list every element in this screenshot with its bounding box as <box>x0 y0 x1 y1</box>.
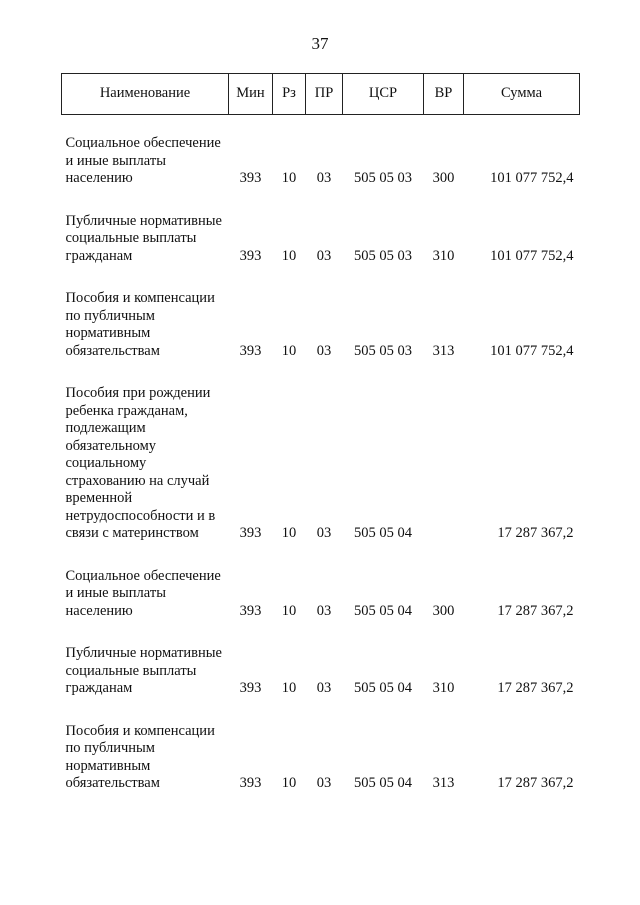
row-min: 393 <box>239 680 262 696</box>
table-row <box>62 645 580 707</box>
row-vr: 313 <box>432 775 455 791</box>
row-sum: 17 287 367,2 <box>497 775 574 791</box>
row-name: Пособия и компенсации по публичным нормативным обязательствам <box>65 722 215 791</box>
row-sum: 17 287 367,2 <box>497 525 574 541</box>
row-csr: 505 05 04 <box>354 775 412 791</box>
row-vr: 300 <box>432 602 455 619</box>
header-pr: ПР <box>306 74 343 115</box>
row-sum: 17 287 367,2 <box>497 680 574 696</box>
table-row <box>62 213 580 275</box>
row-rz: 10 <box>281 775 297 791</box>
row-vr <box>424 385 464 552</box>
row-sum: 101 077 752,4 <box>490 170 574 186</box>
row-csr: 505 05 04 <box>354 525 412 541</box>
row-pr: 03 <box>316 602 332 619</box>
row-name: Пособия при рождении ребенка гражданам, подлежащим обязательному социальному страхованию на случай временной нетрудоспособности и в связи с материнством <box>65 385 216 541</box>
row-vr: 310 <box>432 680 455 696</box>
row-csr: 505 05 03 <box>354 247 412 264</box>
row-csr: 505 05 03 <box>354 170 412 186</box>
row-vr: 300 <box>432 170 455 186</box>
header-name: Наименование <box>62 74 229 115</box>
table-row <box>62 290 580 369</box>
row-sum: 101 077 752,4 <box>490 342 574 359</box>
table-header-row <box>62 74 580 115</box>
row-rz: 10 <box>281 247 297 264</box>
row-csr: 505 05 03 <box>354 342 412 359</box>
row-rz: 10 <box>281 680 297 696</box>
budget-table <box>61 73 580 802</box>
row-min: 393 <box>239 525 262 541</box>
row-vr: 313 <box>432 342 455 359</box>
row-rz: 10 <box>281 525 297 541</box>
row-sum: 101 077 752,4 <box>490 247 574 264</box>
row-name: Социальное обеспечение и иные выплаты населению <box>65 135 221 186</box>
row-min: 393 <box>239 170 262 186</box>
table-row <box>62 135 580 197</box>
row-csr: 505 05 04 <box>354 602 412 619</box>
row-pr: 03 <box>316 170 332 186</box>
row-csr: 505 05 04 <box>354 680 412 696</box>
header-vr: ВР <box>424 74 464 115</box>
page-number: 37 <box>311 34 329 53</box>
row-pr: 03 <box>316 680 332 696</box>
row-min: 393 <box>239 775 262 791</box>
header-rz: Рз <box>273 74 306 115</box>
row-pr: 03 <box>316 775 332 791</box>
table-row <box>62 568 580 630</box>
table-row <box>62 385 580 552</box>
table-row <box>62 723 580 802</box>
row-min: 393 <box>239 342 262 359</box>
row-pr: 03 <box>316 342 332 359</box>
row-name: Публичные нормативные социальные выплаты гражданам <box>65 645 222 696</box>
row-name: Пособия и компенсации по публичным нормативным обязательствам <box>65 290 215 359</box>
row-min: 393 <box>239 602 262 619</box>
row-vr: 310 <box>432 247 455 264</box>
row-rz: 10 <box>281 170 297 186</box>
row-pr: 03 <box>316 525 332 541</box>
header-sum: Сумма <box>464 74 580 115</box>
header-csr: ЦСР <box>343 74 424 115</box>
row-rz: 10 <box>281 602 297 619</box>
row-pr: 03 <box>316 247 332 264</box>
row-name: Публичные нормативные социальные выплаты гражданам <box>65 212 222 264</box>
row-sum: 17 287 367,2 <box>497 602 574 619</box>
row-min: 393 <box>239 247 262 264</box>
header-min: Мин <box>229 74 273 115</box>
row-rz: 10 <box>281 342 297 359</box>
row-name: Социальное обеспечение и иные выплаты населению <box>65 567 221 619</box>
